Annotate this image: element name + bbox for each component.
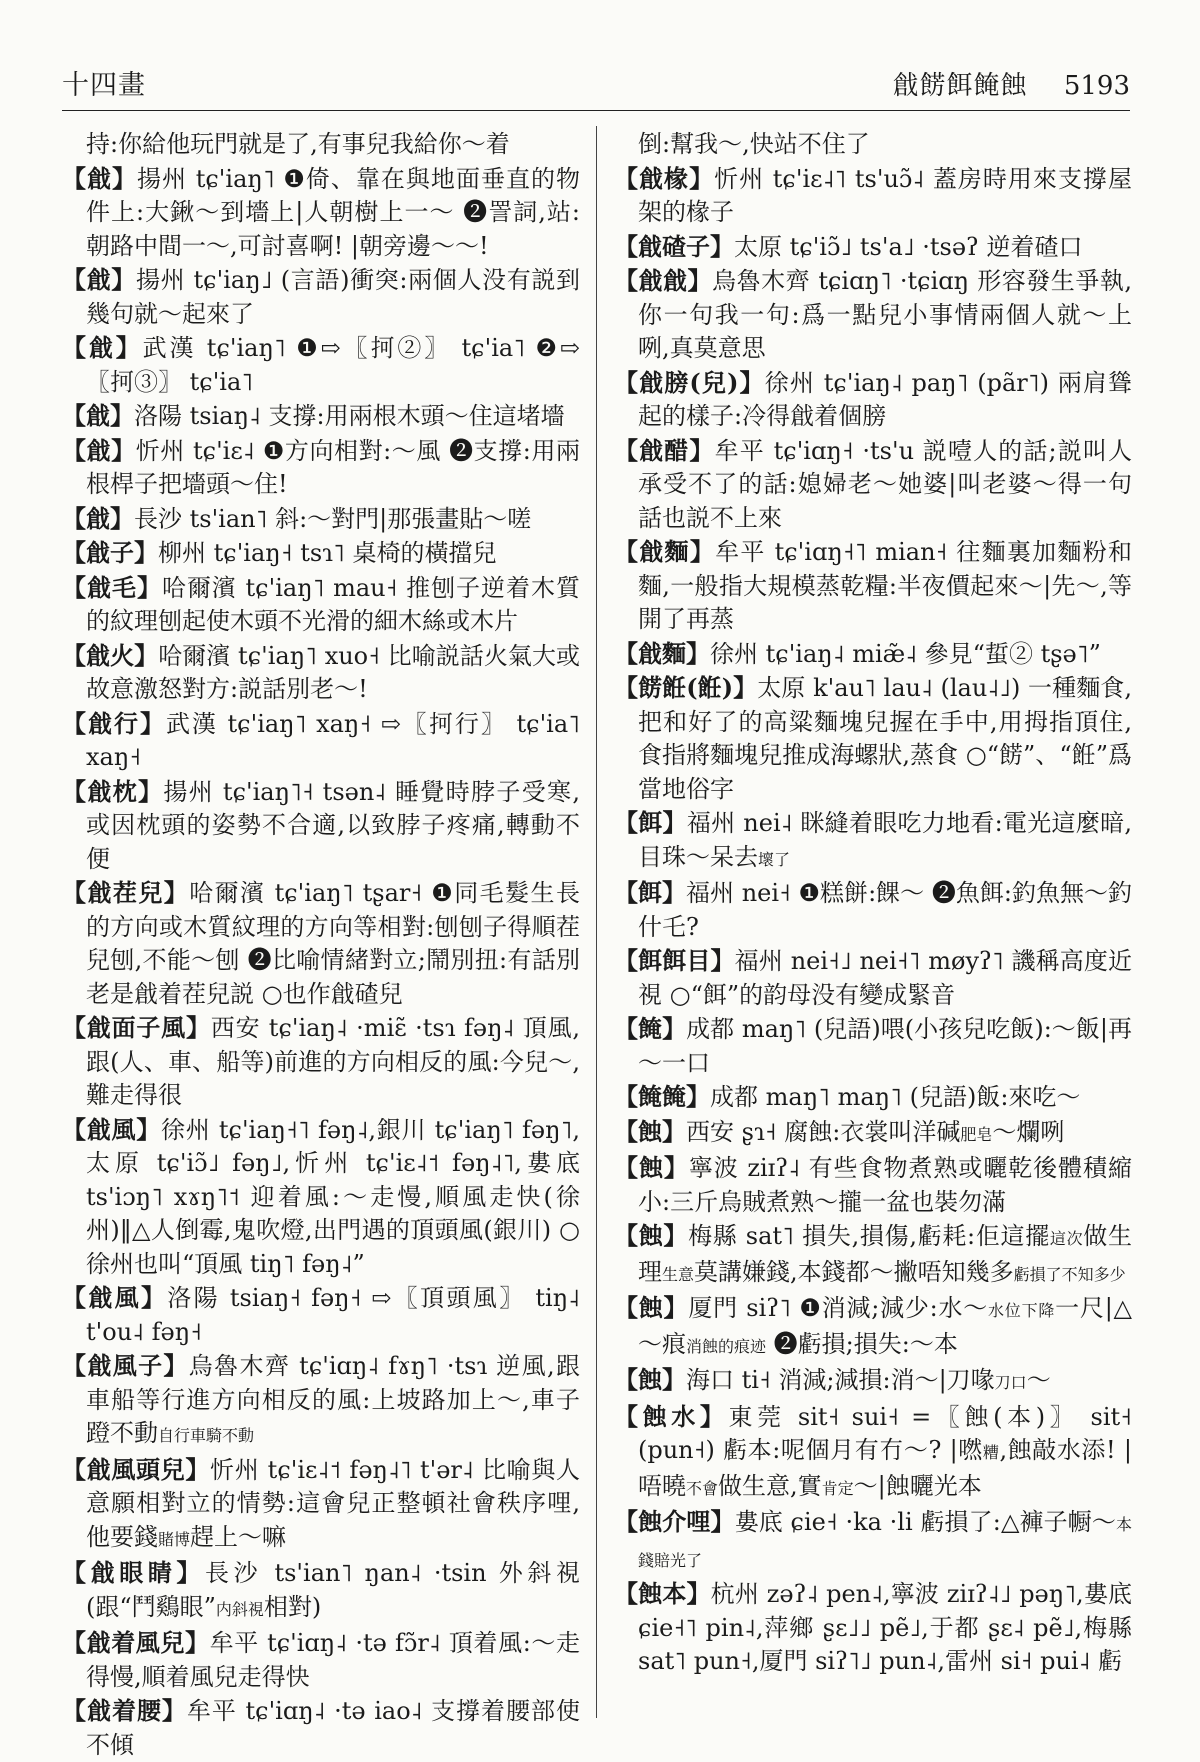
entry-text: 忻州 tɕ'iɛ˨ ❶方向相對:～風 ❷支撐:用兩根桿子把墻頭～住! xyxy=(86,436,581,498)
entry-headword: 【戧面子風】 xyxy=(62,1013,211,1042)
dictionary-entry xyxy=(62,162,580,264)
entry-text: 牟平 tɕ'iɑŋ˧ ·ts'u 説噎人的話;説叫人承受不了的話:媳婦老～她婆|叫老婆～得一句話也説不上來 xyxy=(638,436,1132,532)
entry-text: 哈爾濱 tɕ'iaŋ˥ tʂar˧ ❶同毛髮生長的方向或木質紋理的方向等相對:刨刨子得順茬兒刨,不能～刨 ❷比喻情緒對立;鬧別扭:有話別老是戧着茬兒説 ○也作戧碴兒 xyxy=(86,879,580,1008)
entry-text: 西安 tɕ'iaŋ˨ ·miɛ̃ ·tsɿ fəŋ˨ 頂風,跟(人、車、船等)前進的方向相反的風:今兒～,難走得很 xyxy=(86,1014,581,1109)
continued-entry-text: 持:你給他玩門就是了,有事兒我給你～着 xyxy=(86,130,510,158)
entry-headword: 【蝕】 xyxy=(614,1293,689,1322)
dictionary-entry xyxy=(614,1577,1132,1679)
entry-headword: 【戧着腰】 xyxy=(62,1696,187,1725)
entry-headword: 【戧着風兒】 xyxy=(62,1628,210,1657)
entry-text: 徐州 tɕ'iaŋ˨ miæ̃˨ 參見“蜇② tʂə˥” xyxy=(710,639,1101,668)
dictionary-entry xyxy=(614,264,1132,366)
dictionary-entry xyxy=(62,1694,580,1762)
dictionary-entry xyxy=(62,1011,580,1113)
entry-text: 忻州 tɕ'iɛ˨˥ ts'uɔ̃˨ 蓋房時用來支撐屋架的椽子 xyxy=(638,164,1132,226)
dictionary-entry xyxy=(614,230,1132,265)
entry-headword: 【戧風子】 xyxy=(62,1351,189,1380)
dictionary-entry xyxy=(62,1626,580,1694)
entry-headword: 【戧戧】 xyxy=(614,266,713,295)
dictionary-entry xyxy=(62,1349,580,1453)
gloss-note: 肯定 xyxy=(821,1478,854,1498)
dictionary-entry xyxy=(62,1281,580,1349)
entry-headword: 【戧風頭兒】 xyxy=(62,1454,211,1484)
entry-text: ,蝕敲水添! |唔曉 xyxy=(638,1436,1132,1500)
entry-text: 東莞 sit˧ sui˧ =〖蝕(本)〗 sit˧ (pun˧) 虧本:呢個月有冇～? |嘫 xyxy=(638,1402,1132,1464)
entry-text: 長沙 ts'ian˥ 斜:～對門|那張畫貼～嗟 xyxy=(134,504,532,533)
entry-text: ～爛咧 xyxy=(992,1117,1065,1146)
dictionary-entry xyxy=(62,707,580,775)
entry-headword: 【戧毛】 xyxy=(62,572,162,602)
dictionary-entry xyxy=(62,331,580,399)
entry-text: 做生理 xyxy=(638,1222,1132,1286)
entry-headword: 【戧火】 xyxy=(62,640,159,670)
entry-text: 杭州 zəʔ˨ pen˨,寧波 ziɪʔ˨˩ pəŋ˥,婁底 ɕie˧˥ pin˨,萍鄉 ʂɛ˩˩ pẽ˩,于都 ʂɛ˨ pẽ˩,梅縣 sat˥ pun˧,厦門 siʔ˥˩ pun˨,雷州 si˧ pui˨ 虧 xyxy=(638,1580,1133,1675)
dictionary-entry xyxy=(614,806,1132,876)
entry-text: 揚州 tɕ'iaŋ˥ ❶倚、靠在與地面垂直的物件上:大鍬～到墻上|人朝樹上一～ ❷詈詞,站:朝路中間一～,可討喜啊! |朝旁邊～～! xyxy=(86,164,581,260)
entry-headword: 【蝕水】 xyxy=(614,1401,729,1431)
entry-text: 成都 maŋ˥ maŋ˥ (兒語)飯:來吃～ xyxy=(710,1083,1081,1111)
dictionary-entry xyxy=(62,775,580,877)
entry-text: 太原 k'au˥ lau˨ (lau˨˩) 一種麵食,把和好了的高粱麵塊兒握在手中,用拇指頂住,食指將麵塊兒推成海螺狀,蒸食 ○“餝”、“餁”爲當地俗字 xyxy=(638,674,1132,803)
entry-text: 洛陽 tsiaŋ˧ fəŋ˧ ⇨〖頂頭風〗 tiŋ˨ t'ou˨ fəŋ˧ xyxy=(86,1284,581,1346)
entry-text: 婁底 ɕie˧ ·ka ·li 虧損了:△褲子㡡～ xyxy=(734,1508,1116,1536)
dictionary-entry xyxy=(614,1012,1132,1080)
entry-headword: 【餣餣】 xyxy=(614,1082,710,1111)
entry-text: 相對) xyxy=(263,1592,322,1621)
entry-headword: 【戧茬兒】 xyxy=(62,878,190,907)
entry-headword: 【戧麵】 xyxy=(614,638,710,668)
entry-headword: 【戧】 xyxy=(62,265,136,294)
dictionary-entry xyxy=(62,434,580,502)
entry-text: 牟平 tɕ'iɑŋ˨ ·tə iao˨ 支撐着腰部使不傾 xyxy=(86,1697,581,1759)
entry-headword: 【戧風】 xyxy=(62,1114,161,1144)
gloss-note: 本錢賠光了 xyxy=(638,1515,1132,1570)
column-divider xyxy=(596,126,597,1718)
dictionary-entry xyxy=(614,535,1132,637)
entry-text: 烏魯木齊 tɕiɑŋ˥ ·tɕiɑŋ 形容發生爭執,你一句我一句:爲一點兒小事情兩個人就～上咧,真莫意思 xyxy=(638,267,1133,362)
entry-headword: 【餝餁(餁)】 xyxy=(614,673,758,702)
entry-text: 太原 tɕ'iɔ̃˩ ts'a˩ ·tsəʔ 逆着碴口 xyxy=(734,232,1083,261)
dictionary-entry xyxy=(62,639,580,707)
dictionary-entry xyxy=(614,1400,1132,1506)
entry-text: 牟平 tɕ'iɑŋ˧˥ mian˧ 往麵裏加麵粉和麵,一般指大規模蒸乾糧:半夜價起來～|先～,等開了再蒸 xyxy=(638,538,1132,633)
gloss-note: 水位下降 xyxy=(988,1301,1056,1320)
entry-text: 烏魯木齊 tɕ'iɑŋ˨ fɤŋ˥ ·tsɿ 逆風,跟車船等行進方向相反的風:上坡路加上～,車子蹬不動 xyxy=(86,1352,581,1447)
entry-headword: 【戧眼睛】 xyxy=(62,1558,206,1587)
entry-headword: 【戧】 xyxy=(62,503,134,533)
entry-headword: 【戧】 xyxy=(62,163,138,193)
dictionary-entry xyxy=(62,502,580,537)
gloss-note: 肥皂 xyxy=(960,1124,993,1144)
right-column xyxy=(614,128,1132,1708)
entry-text: 武漢 tɕ'iaŋ˥ ❶⇨〖抲②〗 tɕ'ia˥ ❷⇨〖抲③〗 tɕ'ia˥ xyxy=(86,334,581,396)
entry-headword: 【戧麵】 xyxy=(614,537,716,566)
entry-text: ～|蝕曬光本 xyxy=(853,1471,982,1500)
entry-headword: 【蝕介哩】 xyxy=(614,1507,735,1536)
running-header xyxy=(62,60,1130,111)
entry-text: 成都 maŋ˥ (兒語)喂(小孩兒吃飯):～飯|再～一口 xyxy=(638,1015,1132,1077)
entry-headword: 【戧行】 xyxy=(62,708,166,738)
entry-text: 徐州 tɕ'iaŋ˨ paŋ˥ (pãr˥) 兩肩聳起的樣子:冷得戧着個膀 xyxy=(638,368,1132,430)
entry-headword: 【餌】 xyxy=(614,808,687,837)
entry-headword: 【戧】 xyxy=(62,333,143,362)
dictionary-entry xyxy=(62,536,580,571)
header-guide-words xyxy=(893,65,1130,102)
entry-text: 梅縣 sat˥ 損失,損傷,虧耗:佢這擺 xyxy=(688,1222,1050,1250)
dictionary-entry xyxy=(62,263,580,331)
entry-text: ～ xyxy=(1026,1366,1051,1394)
entry-text: 做生意,實 xyxy=(718,1471,822,1500)
entry-text: 揚州 tɕ'iaŋ˥˧ tsən˨ 睡覺時脖子受寒,或因枕頭的姿勢不合適,以致脖子疼痛,轉動不便 xyxy=(86,777,580,873)
dictionary-entry xyxy=(614,1115,1132,1152)
page-number: 5193 xyxy=(1063,71,1130,101)
entry-text: 福州 nei˨ 眯縫着眼吃力地看:電光這麼暗,目珠～呆去 xyxy=(638,809,1132,871)
gloss-note: 内斜視 xyxy=(215,1599,264,1619)
entry-headword: 【餣】 xyxy=(614,1014,687,1043)
entry-headword: 【戧椽】 xyxy=(614,163,715,193)
entry-text: 哈爾濱 tɕ'iaŋ˥ mau˧ 推刨子逆着木質的紋理刨起使木頭不光滑的細木絲或木片 xyxy=(86,573,580,635)
entry-text: 揚州 tɕ'iaŋ˩ (言語)衝突:兩個人没有説到幾句就～起來了 xyxy=(86,266,581,328)
entry-text: 海口 ti˧ 消減;減損:消～|刀喙 xyxy=(686,1366,995,1394)
gloss-note: 消蝕的痕迹 xyxy=(686,1336,767,1356)
entry-headword: 【戧醋】 xyxy=(614,435,715,465)
dictionary-entry xyxy=(614,1080,1132,1115)
entry-headword: 【餌】 xyxy=(614,878,687,907)
dictionary-entry xyxy=(614,1291,1132,1363)
entry-headword: 【蝕】 xyxy=(614,1116,686,1146)
dictionary-entry xyxy=(614,876,1132,944)
continued-entry-text: 倒:幫我～,快站不住了 xyxy=(638,130,870,158)
dictionary-entry xyxy=(62,876,580,1011)
entry-text: 福州 nei˧˩ nei˧˥ møyʔ˥ 譏稱高度近視 ○“餌”的韵母没有變成緊音 xyxy=(638,947,1133,1009)
entry-text: 莫講嫌錢,本錢都～撇唔知幾多 xyxy=(694,1257,1014,1286)
gloss-note: 不會 xyxy=(686,1478,719,1498)
dictionary-entry xyxy=(62,1556,580,1626)
dictionary-entry xyxy=(614,944,1132,1012)
guide-characters: 戧餝餌餣蝕 xyxy=(892,71,1028,101)
dictionary-entry xyxy=(62,1113,580,1282)
dictionary-entry xyxy=(614,1151,1132,1219)
dictionary-entry xyxy=(614,671,1132,806)
dictionary-entry xyxy=(614,637,1132,672)
entry-headword: 【蝕】 xyxy=(614,1153,689,1182)
entry-headword: 【戧】 xyxy=(62,435,136,465)
entry-headword: 【蝕本】 xyxy=(614,1579,711,1608)
stroke-section-label: 十四畫 xyxy=(62,70,146,101)
gloss-note: 賭博 xyxy=(158,1529,191,1549)
gloss-note: 壞了 xyxy=(758,849,791,869)
gloss-note: 糟 xyxy=(982,1443,1000,1462)
entry-text: 一尺|△～痕 xyxy=(638,1294,1133,1358)
entry-headword: 【戧膀(兒)】 xyxy=(614,367,765,397)
entry-headword: 【戧碴子】 xyxy=(614,231,734,261)
gloss-note: 生意 xyxy=(662,1264,695,1284)
entry-headword: 【戧枕】 xyxy=(62,776,164,806)
entry-text: 徐州 tɕ'iaŋ˧˥ fəŋ˨,銀川 tɕ'iaŋ˥ fəŋ˥,太原 tɕ'iɔ̃˩ fəŋ˩,忻州 tɕ'iɛ˨˦ fəŋ˨˥,婁底 ts'iɔŋ˥ xɤŋ˥˦ 迎着風:～走慢,順風走快(徐州)‖△人倒霉,鬼吹燈,出門遇的頂頭風(銀川) ○徐州也叫“頂風 tiŋ˥ fəŋ˨” xyxy=(86,1115,581,1278)
entry-text: 哈爾濱 tɕ'iaŋ˥ xuo˧ 比喻説話火氣大或故意激怒對方:説話別老～! xyxy=(86,641,581,703)
dictionary-entry xyxy=(62,1453,580,1557)
entry-text: ❷虧損;損失:～本 xyxy=(766,1329,958,1358)
entry-text: 福州 nei˧ ❶糕餅:餜～ ❷魚餌:釣魚無～釣什乇? xyxy=(638,879,1133,941)
entry-headword: 【戧】 xyxy=(62,401,134,430)
entry-text: 牟平 tɕ'iɑŋ˨ ·tə fɔ̃r˨ 頂着風:～走得慢,順着風兒走得快 xyxy=(86,1629,580,1691)
entry-headword: 【蝕】 xyxy=(614,1221,689,1250)
dictionary-entry xyxy=(614,162,1132,230)
dictionary-entry xyxy=(614,1363,1132,1400)
entry-headword: 【戧風】 xyxy=(62,1283,168,1312)
entry-text: 寧波 ziɪʔ˨ 有些食物煮熟或曬乾後體積縮小:三斤烏賊煮熟～攏一盆也裝勿滿 xyxy=(638,1154,1132,1216)
gloss-note: 刀口 xyxy=(994,1373,1027,1392)
gloss-note: 這次 xyxy=(1049,1229,1084,1248)
left-column xyxy=(62,128,581,1759)
entry-text: 柳州 tɕ'iaŋ˧ tsɿ˥ 桌椅的橫擋兒 xyxy=(158,539,497,567)
entry-text: 西安 ʂɿ˧ 腐蝕:衣裳叫洋碱 xyxy=(686,1117,961,1146)
entry-headword: 【餌餌目】 xyxy=(614,946,735,975)
entry-text: 趕上～嘛 xyxy=(190,1522,287,1551)
entry-text: 武漢 tɕ'iaŋ˥ xaŋ˧ ⇨〖抲行〗 tɕ'ia˥ xaŋ˧ xyxy=(86,709,580,771)
entry-text: 洛陽 tsiaŋ˨ 支撐:用兩根木頭～住這堵墻 xyxy=(134,402,565,430)
dictionary-entry xyxy=(614,1219,1132,1291)
gloss-note: 自行車騎不動 xyxy=(158,1426,255,1445)
dictionary-entry xyxy=(614,366,1132,434)
dictionary-entry xyxy=(614,434,1132,536)
entry-text: 忻州 tɕ'iɛ˨˦ fəŋ˨˥ t'ər˨ 比喻與人意願相對立的情勢:這會兒正整頓社會秩序哩,他要錢 xyxy=(86,1455,581,1551)
dictionary-entry xyxy=(62,571,580,639)
dictionary-entry xyxy=(614,1505,1132,1577)
entry-text: 厦門 siʔ˥ ❶消減;減少:水～ xyxy=(688,1294,989,1322)
gloss-note: 虧損了不知多少 xyxy=(1013,1264,1126,1284)
entry-text: 長沙 ts'ian˥ ŋan˨ ·tsin 外斜視(跟“鬥鷄眼” xyxy=(86,1559,581,1621)
dictionary-entry xyxy=(62,399,580,434)
entry-headword: 【戧子】 xyxy=(62,538,158,567)
entry-headword: 【蝕】 xyxy=(614,1365,686,1394)
